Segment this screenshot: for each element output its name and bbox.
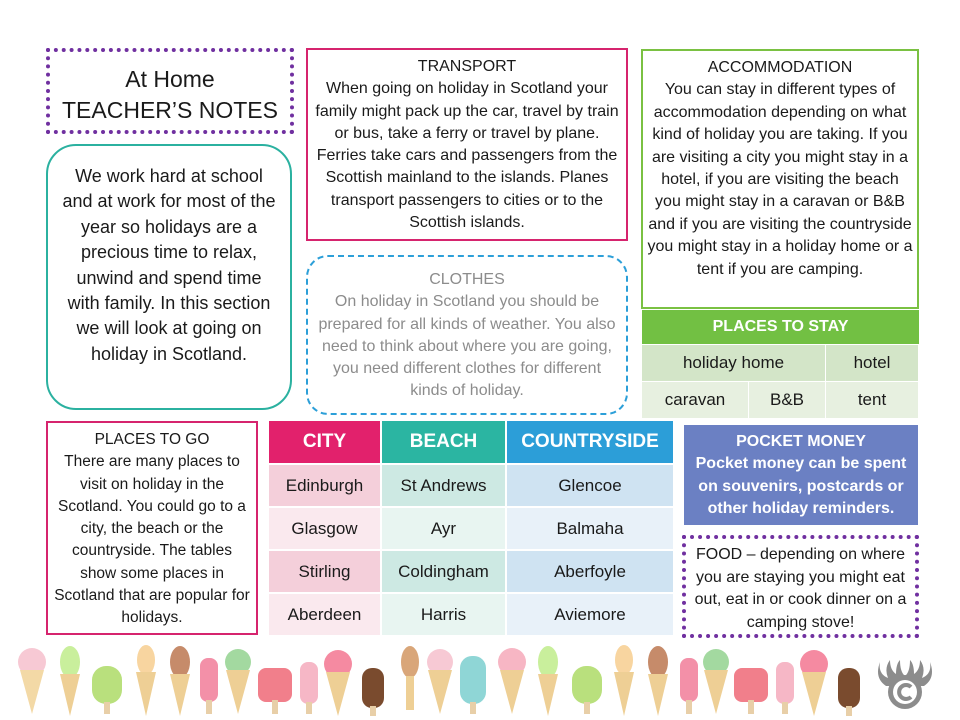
food-text: FOOD – depending on where you are staying you might eat out, eat in or cook dinner on a camping stove! <box>694 546 907 631</box>
table-cell: Harris <box>382 594 505 635</box>
ice-cream-icon <box>800 650 828 716</box>
pocket-money-heading: POCKET MONEY <box>736 433 866 450</box>
table-cell: Glasgow <box>269 508 380 549</box>
table-cell: Ayr <box>382 508 505 549</box>
ice-cream-icon <box>324 650 352 716</box>
ice-cream-icon <box>92 666 122 714</box>
table-row <box>269 508 674 549</box>
ice-cream-icon <box>362 668 384 716</box>
places-table <box>269 421 674 637</box>
food-box <box>682 535 919 638</box>
header-city: CITY <box>269 421 380 463</box>
ice-cream-icon <box>401 646 419 710</box>
places-to-go-text: There are many places to visit on holiday in the Scotland. You could go to a city, the beach or the countryside. The tables show some places in Scotland that are popular for holidays. <box>54 453 250 627</box>
places-to-go-heading: PLACES TO GO <box>94 431 210 448</box>
ice-cream-icon <box>703 649 729 714</box>
ice-cream-icon <box>225 649 251 714</box>
ice-cream-icon <box>680 658 698 714</box>
table-row <box>269 551 674 592</box>
pocket-money-text: Pocket money can be spent on souvenirs, postcards or other holiday reminders. <box>695 455 907 517</box>
places-to-stay-heading: PLACES TO STAY <box>642 310 919 344</box>
intro-text: We work hard at school and at work for most of the year so holidays are a precious time to relax, unwind and spend time with family. In this section we will look at going on holiday in Scotland. <box>62 166 276 364</box>
table-cell: Stirling <box>269 551 380 592</box>
table-row <box>269 594 674 635</box>
transport-box <box>306 48 628 241</box>
ice-cream-icon <box>498 648 526 714</box>
stay-cell: B&B <box>749 382 825 418</box>
table-cell: St Andrews <box>382 465 505 506</box>
copyright-moose-icon <box>874 652 936 712</box>
header-countryside: COUNTRYSIDE <box>507 421 673 463</box>
ice-cream-icon <box>60 646 80 716</box>
header-beach: BEACH <box>382 421 505 463</box>
places-table-header <box>269 421 674 463</box>
accommodation-heading: ACCOMMODATION <box>707 59 853 76</box>
ice-cream-icon <box>258 668 292 714</box>
ice-cream-icon <box>200 658 218 714</box>
stay-cell: tent <box>826 382 918 418</box>
stay-cell: caravan <box>642 382 748 418</box>
clothes-text: On holiday in Scotland you should be prepared for all kinds of weather. You also need to think about where you are going, you need different clothes for different kinds of holiday. <box>318 293 616 400</box>
table-row <box>269 465 674 506</box>
accommodation-box <box>641 49 919 309</box>
table-cell: Aberdeen <box>269 594 380 635</box>
title-line-2: TEACHER’S NOTES <box>62 97 278 123</box>
ice-cream-icon <box>776 662 794 714</box>
stay-cell: hotel <box>826 345 918 381</box>
table-cell: Aberfoyle <box>507 551 673 592</box>
ice-cream-strip <box>0 640 960 720</box>
places-to-stay-table <box>642 310 919 418</box>
ice-cream-icon <box>170 646 190 716</box>
places-to-go-box <box>46 421 258 635</box>
table-cell: Edinburgh <box>269 465 380 506</box>
ice-cream-icon <box>300 662 318 714</box>
stay-row <box>642 345 919 381</box>
ice-cream-icon <box>460 656 486 714</box>
table-cell: Balmaha <box>507 508 673 549</box>
intro-box <box>46 144 292 410</box>
title-box <box>46 48 294 134</box>
stay-row <box>642 382 919 418</box>
table-cell: Coldingham <box>382 551 505 592</box>
ice-cream-icon <box>18 648 46 714</box>
ice-cream-icon <box>614 645 634 716</box>
ice-cream-icon <box>734 668 768 714</box>
ice-cream-icon <box>538 646 558 716</box>
transport-text: When going on holiday in Scotland your family might pack up the car, travel by train or bus, take a ferry or travel by plane. Ferries take cars and passengers from the Scottish mainland to the islands. Planes transport passengers to cities or to the Scottish islands. <box>315 80 619 232</box>
stay-cell: holiday home <box>642 345 825 381</box>
transport-heading: TRANSPORT <box>417 58 517 75</box>
accommodation-text: You can stay in different types of accommodation depending on what kind of holiday you are taking. If you are visiting a city you might stay in a hotel, if you are visiting the beach you might stay in a caravan or B&B and if you are visiting the countryside you might stay in a holiday home or a tent if you are camping. <box>647 81 913 278</box>
ice-cream-icon <box>136 645 156 716</box>
clothes-heading: CLOTHES <box>429 271 505 288</box>
title-line-1: At Home <box>125 66 215 92</box>
pocket-money-box <box>684 425 918 525</box>
clothes-box <box>306 255 628 415</box>
table-cell: Aviemore <box>507 594 673 635</box>
ice-cream-icon <box>427 649 453 714</box>
ice-cream-icon <box>648 646 668 716</box>
ice-cream-icon <box>572 666 602 714</box>
table-cell: Glencoe <box>507 465 673 506</box>
ice-cream-icon <box>838 668 860 716</box>
